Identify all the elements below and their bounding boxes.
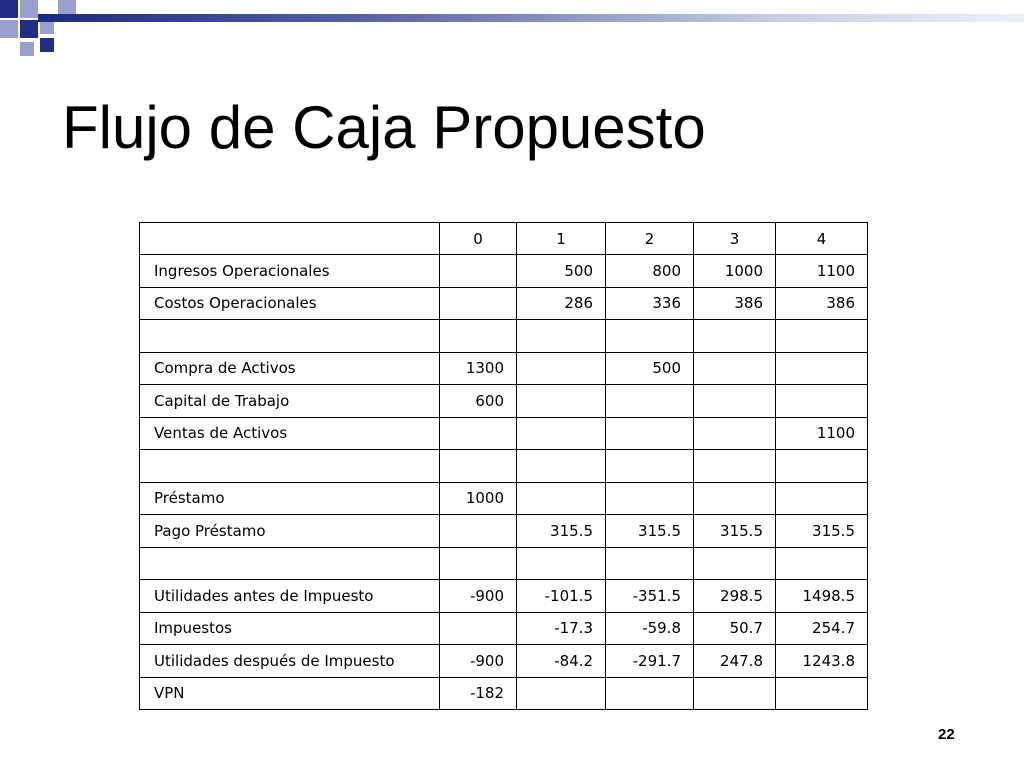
table-row [140,450,868,483]
table-cell: -17.3 [517,612,606,645]
table-cell: 1100 [776,417,868,450]
corner-decoration [0,0,90,70]
column-header: 0 [440,223,517,255]
table-cell: 247.8 [694,645,776,678]
table-cell [776,385,868,418]
table-cell [694,450,776,483]
table-cell: 254.7 [776,612,868,645]
column-header [140,223,440,255]
table-cell: 1243.8 [776,645,868,678]
table-cell [440,320,517,353]
row-label: Ventas de Activos [140,417,440,450]
table-cell [606,450,694,483]
table-cell [517,352,606,385]
table-cell: 1000 [694,255,776,288]
page-number: 22 [938,726,955,743]
table-cell: 286 [517,287,606,320]
row-label [140,450,440,483]
table-cell [440,612,517,645]
table-header-row [140,223,868,255]
cash-flow-table [139,222,868,710]
table-cell [440,255,517,288]
table-cell: -900 [440,580,517,613]
table-cell [694,417,776,450]
table-row [140,515,868,548]
row-label: Utilidades después de Impuesto [140,645,440,678]
table-cell: -351.5 [606,580,694,613]
row-label [140,547,440,580]
table-cell: 600 [440,385,517,418]
table-cell: 500 [606,352,694,385]
table-cell: -291.7 [606,645,694,678]
deco-square-light [20,0,38,18]
table-cell [440,417,517,450]
table-cell: 315.5 [776,515,868,548]
table-row [140,255,868,288]
table-cell: 315.5 [606,515,694,548]
table-cell [694,320,776,353]
table-cell: 50.7 [694,612,776,645]
table-cell [440,547,517,580]
deco-square-dark [20,20,38,38]
deco-square-light [20,42,34,56]
table-row [140,677,868,710]
row-label: Capital de Trabajo [140,385,440,418]
row-label: VPN [140,677,440,710]
table-cell: 315.5 [517,515,606,548]
table-cell [776,482,868,515]
table-cell [606,385,694,418]
table-row [140,612,868,645]
table-cell [606,417,694,450]
table-cell [517,547,606,580]
deco-square-dark [0,0,18,18]
table-cell [694,352,776,385]
table-cell [517,677,606,710]
table-cell: 298.5 [694,580,776,613]
column-header: 4 [776,223,868,255]
deco-square-light [40,20,54,34]
table-cell: 500 [517,255,606,288]
table-cell: 800 [606,255,694,288]
table-cell: 1100 [776,255,868,288]
table-row [140,385,868,418]
table-cell: 315.5 [694,515,776,548]
table-cell [517,417,606,450]
table-cell [440,287,517,320]
table-row [140,580,868,613]
table-cell [440,450,517,483]
table-cell [776,547,868,580]
slide-title: Flujo de Caja Propuesto [62,94,706,161]
row-label: Costos Operacionales [140,287,440,320]
deco-square-light [0,20,18,38]
table-cell [776,677,868,710]
table-cell: 1000 [440,482,517,515]
table-row [140,287,868,320]
table-row [140,417,868,450]
row-label: Utilidades antes de Impuesto [140,580,440,613]
table-cell [694,385,776,418]
table-cell [517,385,606,418]
table-cell [606,482,694,515]
column-header: 3 [694,223,776,255]
row-label: Pago Préstamo [140,515,440,548]
table-cell: -182 [440,677,517,710]
table-cell [694,677,776,710]
table-cell [517,482,606,515]
table-row [140,352,868,385]
column-header: 1 [517,223,606,255]
table-cell: 336 [606,287,694,320]
table-cell: 386 [694,287,776,320]
table-row [140,320,868,353]
table-cell: -900 [440,645,517,678]
title-rule [38,14,1024,22]
row-label [140,320,440,353]
table-cell: 1300 [440,352,517,385]
table-cell [694,547,776,580]
table-cell [776,352,868,385]
table-cell: -59.8 [606,612,694,645]
table-row [140,482,868,515]
table-cell: -101.5 [517,580,606,613]
table-cell: 386 [776,287,868,320]
table-cell [440,515,517,548]
row-label: Ingresos Operacionales [140,255,440,288]
row-label: Impuestos [140,612,440,645]
column-header: 2 [606,223,694,255]
table-cell: 1498.5 [776,580,868,613]
table-cell: -84.2 [517,645,606,678]
row-label: Compra de Activos [140,352,440,385]
row-label: Préstamo [140,482,440,515]
table-row [140,645,868,678]
table-cell [606,677,694,710]
table-cell [776,450,868,483]
table-cell [694,482,776,515]
table-cell [776,320,868,353]
table-cell [517,450,606,483]
deco-square-dark [40,38,54,52]
table-cell [606,547,694,580]
table-cell [606,320,694,353]
table-row [140,547,868,580]
table-cell [517,320,606,353]
